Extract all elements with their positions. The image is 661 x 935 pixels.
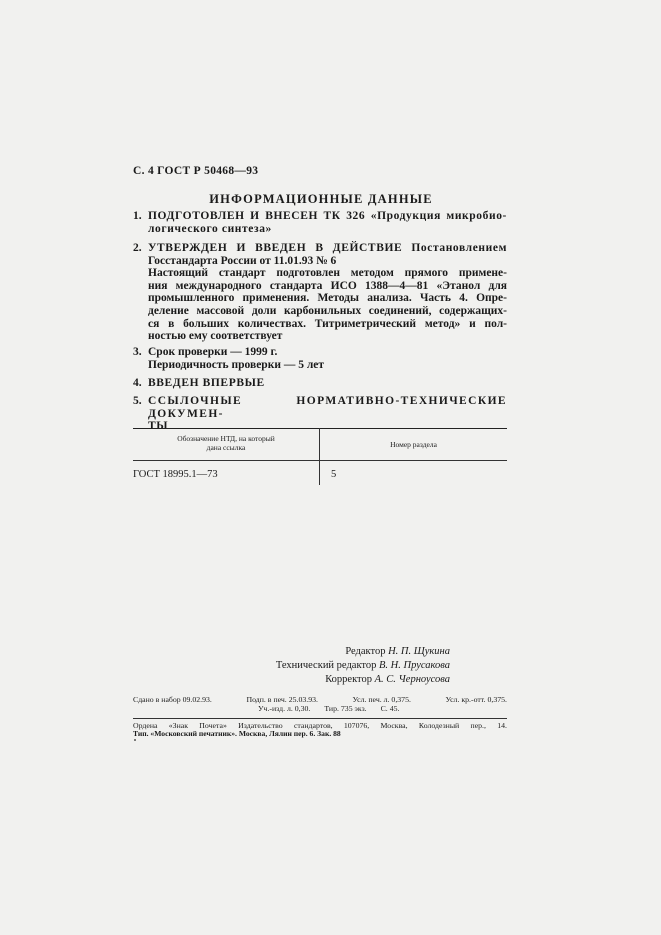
reference-table <box>133 428 507 488</box>
imprint-line-1 <box>133 696 507 705</box>
item-line: Периодичность проверки — 5 лет <box>148 358 325 371</box>
credit-role: Редактор <box>345 646 386 657</box>
imprint-line-2 <box>133 705 507 714</box>
page-header: С. 4 ГОСТ Р 50468—93 <box>133 165 259 177</box>
item-line: УТВЕРЖДЕН И ВВЕДЕН В ДЕЙСТВИЕ Постановлением <box>148 242 507 254</box>
item-line: Госстандарта России от 11.01.93 № 6 <box>148 254 337 267</box>
imprint-block <box>133 696 507 739</box>
credit-role: Технический редактор <box>275 660 377 671</box>
credit-editor <box>200 645 450 659</box>
item-number: 2. <box>133 242 142 254</box>
table-column-divider <box>319 428 320 485</box>
item-number: 3. <box>133 346 142 358</box>
info-item-3 <box>133 346 507 371</box>
table-top-rule <box>133 428 507 429</box>
table-cell-document: ГОСТ 18995.1—73 <box>133 469 218 480</box>
credit-name: Н. П. Щукина <box>388 646 450 657</box>
item-line: ностью ему соответствует <box>148 330 283 343</box>
credit-proofreader <box>200 673 450 687</box>
imprint-field: Тир. 735 экз. <box>324 703 367 713</box>
item-line: ССЫЛОЧНЫЕ НОРМАТИВНО-ТЕХНИЧЕСКИЕ ДОКУМЕН- <box>148 395 507 420</box>
credit-tech-editor <box>200 659 450 673</box>
credits-block <box>200 645 450 687</box>
table-header-section: Номер раздела <box>390 440 437 449</box>
imprint-field: Подп. в печ. 25.03.93. <box>246 695 318 704</box>
imprint-field: Сдано в набор 09.02.93. <box>133 695 212 704</box>
info-item-2 <box>133 242 507 343</box>
imprint-field: Усл. печ. л. 0,375. <box>352 695 411 704</box>
table-header-document <box>133 435 319 452</box>
section-title: ИНФОРМАЦИОННЫЕ ДАННЫЕ <box>209 192 433 206</box>
table-header-line: Обозначение НТД, на который <box>177 434 275 443</box>
item-line: ся в больших количествах. Титриметрический метод» и пол- <box>148 317 507 330</box>
info-item-4 <box>133 377 507 390</box>
credit-name: А. С. Черноусова <box>374 674 450 685</box>
item-line: ПОДГОТОВЛЕН И ВНЕСЕН ТК 326 «Продукция микробио- <box>148 210 507 222</box>
print-speck <box>134 739 136 741</box>
item-number: 4. <box>133 377 142 389</box>
imprint-rule <box>133 718 507 719</box>
item-line: ния международного стандарта ИСО 1388—4—81 «Этанол для <box>148 279 507 292</box>
item-line: Настоящий стандарт подготовлен методом прямого примене- <box>148 267 507 280</box>
imprint-field: Уч.-изд. л. 0,30. <box>258 703 311 713</box>
item-line: логического синтеза» <box>148 222 272 235</box>
item-line: деление массовой доли карбонильных соединений, содержащих- <box>148 304 507 317</box>
imprint-field: Усл. кр.-отт. 0,375. <box>445 695 507 704</box>
info-item-1 <box>133 210 507 235</box>
item-line: ВВЕДЕН ВПЕРВЫЕ <box>148 377 265 389</box>
imprint-publisher: Ордена «Знак Почета» Издательство стандартов, 107076, Москва, Колодезный пер., 14. <box>133 720 507 730</box>
imprint-printer: Тип. «Московский печатник». Москва, Лялин пер. 6. Зак. 88 <box>133 729 341 739</box>
table-header-rule <box>133 460 507 461</box>
item-line: ТЫ <box>148 420 169 433</box>
imprint-field: С. 45. <box>380 703 400 713</box>
table-cell-section: 5 <box>331 469 337 480</box>
item-line: Срок проверки — 1999 г. <box>148 346 278 358</box>
credit-role: Корректор <box>325 674 373 685</box>
item-line: промышленного применения. Методы анализа. Часть 4. Опре- <box>148 292 507 305</box>
item-number: 1. <box>133 210 142 222</box>
item-number: 5. <box>133 395 142 407</box>
table-header-line: дана ссылка <box>206 442 246 452</box>
credit-name: В. Н. Прусакова <box>379 660 450 671</box>
